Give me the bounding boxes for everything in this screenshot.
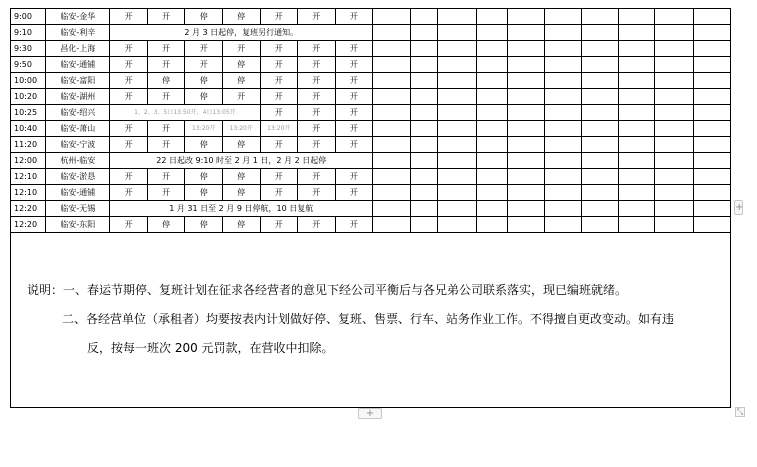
empty-cell	[619, 105, 654, 121]
schedule-row	[11, 41, 731, 57]
schedule-status-cell: 开	[185, 41, 223, 57]
schedule-status-cell: 开	[147, 185, 185, 201]
empty-cell	[619, 89, 654, 105]
empty-cell	[507, 9, 545, 25]
schedule-row	[11, 89, 731, 105]
empty-cell	[476, 57, 507, 73]
schedule-note: 1 月 31 日至 2 月 9 日停航，10 日复航	[110, 201, 373, 217]
empty-cell	[619, 121, 654, 137]
empty-cell	[373, 41, 411, 57]
empty-cell	[581, 25, 619, 41]
departure-time: 10:00	[11, 73, 46, 89]
empty-cell	[476, 137, 507, 153]
schedule-status-cell: 停	[185, 137, 223, 153]
route-name: 临安-萧山	[46, 121, 110, 137]
schedule-status-cell: 开	[222, 89, 260, 105]
empty-cell	[476, 217, 507, 233]
route-name: 临安-富阳	[46, 73, 110, 89]
empty-cell	[373, 25, 411, 41]
departure-time: 10:25	[11, 105, 46, 121]
schedule-status-cell: 开	[298, 169, 336, 185]
schedule-status-cell: 开	[298, 105, 336, 121]
notes-section	[27, 276, 727, 363]
schedule-status-cell: 停	[222, 169, 260, 185]
schedule-status-cell: 13:20开	[260, 121, 298, 137]
empty-cell	[581, 153, 619, 169]
empty-cell	[438, 185, 477, 201]
route-name: 临安-绍兴	[46, 105, 110, 121]
empty-cell	[581, 217, 619, 233]
empty-cell	[410, 41, 438, 57]
empty-cell	[410, 105, 438, 121]
schedule-status-cell: 开	[147, 41, 185, 57]
schedule-time-note: 1、2、3、5日13:50开，4日13:05开	[110, 105, 260, 121]
empty-cell	[373, 121, 411, 137]
empty-cell	[694, 73, 731, 89]
empty-cell	[581, 41, 619, 57]
empty-cell	[654, 41, 694, 57]
schedule-status-cell: 开	[298, 137, 336, 153]
empty-cell	[545, 73, 581, 89]
schedule-row	[11, 185, 731, 201]
schedule-note: 2 月 3 日起停，复班另行通知。	[110, 25, 373, 41]
route-name: 临安-通铺	[46, 57, 110, 73]
empty-cell	[694, 41, 731, 57]
empty-cell	[507, 185, 545, 201]
schedule-status-cell: 开	[110, 137, 148, 153]
schedule-row	[11, 153, 731, 169]
empty-cell	[373, 9, 411, 25]
empty-cell	[545, 217, 581, 233]
empty-cell	[694, 201, 731, 217]
empty-cell	[545, 137, 581, 153]
empty-cell	[654, 153, 694, 169]
schedule-status-cell: 停	[222, 217, 260, 233]
add-row-button[interactable]: +	[358, 408, 382, 419]
empty-cell	[373, 105, 411, 121]
empty-cell	[438, 121, 477, 137]
schedule-row	[11, 201, 731, 217]
schedule-row	[11, 121, 731, 137]
empty-cell	[476, 153, 507, 169]
schedule-status-cell: 开	[298, 57, 336, 73]
empty-cell	[410, 217, 438, 233]
empty-cell	[438, 137, 477, 153]
empty-cell	[619, 201, 654, 217]
note-line-3: 反，按每一班次 200 元罚款，在营收中扣除。	[87, 341, 334, 355]
schedule-status-cell: 开	[110, 57, 148, 73]
empty-cell	[619, 73, 654, 89]
schedule-status-cell: 开	[260, 137, 298, 153]
departure-time: 10:20	[11, 89, 46, 105]
empty-cell	[507, 57, 545, 73]
empty-cell	[410, 25, 438, 41]
empty-cell	[694, 185, 731, 201]
empty-cell	[438, 105, 477, 121]
schedule-status-cell: 开	[147, 121, 185, 137]
schedule-status-cell: 开	[335, 41, 373, 57]
empty-cell	[410, 185, 438, 201]
schedule-status-cell: 停	[222, 73, 260, 89]
empty-cell	[619, 137, 654, 153]
schedule-status-cell: 开	[335, 57, 373, 73]
schedule-status-cell: 停	[185, 9, 223, 25]
empty-cell	[581, 57, 619, 73]
empty-cell	[654, 25, 694, 41]
empty-cell	[507, 201, 545, 217]
empty-cell	[507, 121, 545, 137]
empty-cell	[545, 9, 581, 25]
empty-cell	[654, 169, 694, 185]
empty-cell	[694, 57, 731, 73]
schedule-status-cell: 开	[185, 57, 223, 73]
schedule-note: 22 日起改 9:10 时至 2 月 1 日，2 月 2 日起停	[110, 153, 373, 169]
schedule-status-cell: 停	[222, 185, 260, 201]
empty-cell	[476, 25, 507, 41]
empty-cell	[581, 89, 619, 105]
schedule-row	[11, 137, 731, 153]
schedule-status-cell: 13:20开	[222, 121, 260, 137]
empty-cell	[476, 73, 507, 89]
schedule-status-cell: 开	[335, 185, 373, 201]
empty-cell	[694, 89, 731, 105]
empty-cell	[507, 25, 545, 41]
route-name: 临安-利辛	[46, 25, 110, 41]
empty-cell	[507, 153, 545, 169]
empty-cell	[581, 9, 619, 25]
schedule-status-cell: 开	[335, 121, 373, 137]
empty-cell	[694, 153, 731, 169]
schedule-row	[11, 105, 731, 121]
schedule-status-cell: 开	[335, 9, 373, 25]
empty-cell	[476, 185, 507, 201]
empty-cell	[476, 89, 507, 105]
empty-cell	[545, 57, 581, 73]
empty-cell	[476, 121, 507, 137]
departure-time: 10:40	[11, 121, 46, 137]
empty-cell	[373, 185, 411, 201]
empty-cell	[507, 137, 545, 153]
schedule-status-cell: 开	[110, 9, 148, 25]
empty-cell	[581, 73, 619, 89]
empty-cell	[619, 57, 654, 73]
schedule-status-cell: 停	[147, 217, 185, 233]
empty-cell	[507, 105, 545, 121]
empty-cell	[438, 57, 477, 73]
empty-cell	[694, 121, 731, 137]
schedule-status-cell: 停	[222, 9, 260, 25]
schedule-status-cell: 开	[147, 57, 185, 73]
empty-cell	[438, 217, 477, 233]
empty-cell	[410, 121, 438, 137]
empty-cell	[545, 169, 581, 185]
empty-cell	[654, 121, 694, 137]
schedule-row	[11, 73, 731, 89]
route-name: 临安-金华	[46, 9, 110, 25]
schedule-status-cell: 开	[110, 217, 148, 233]
empty-cell	[654, 201, 694, 217]
schedule-status-cell: 开	[298, 121, 336, 137]
empty-cell	[619, 185, 654, 201]
departure-time: 9:00	[11, 9, 46, 25]
empty-cell	[694, 105, 731, 121]
empty-cell	[373, 217, 411, 233]
empty-cell	[373, 57, 411, 73]
schedule-status-cell: 开	[335, 73, 373, 89]
schedule-status-cell: 停	[185, 169, 223, 185]
empty-cell	[410, 169, 438, 185]
schedule-status-cell: 停	[222, 137, 260, 153]
empty-cell	[654, 105, 694, 121]
schedule-status-cell: 开	[298, 185, 336, 201]
route-name: 临安-宁波	[46, 137, 110, 153]
empty-cell	[373, 153, 411, 169]
empty-cell	[476, 105, 507, 121]
empty-cell	[507, 169, 545, 185]
empty-cell	[654, 89, 694, 105]
empty-cell	[476, 9, 507, 25]
note-line-1: 说明：一、春运节期停、复班计划在征求各经营者的意见下经公司平衡后与各兄弟公司联系落实，现已编班就绪。	[27, 283, 628, 297]
schedule-status-cell: 开	[335, 105, 373, 121]
empty-cell	[619, 9, 654, 25]
empty-cell	[545, 201, 581, 217]
schedule-row	[11, 169, 731, 185]
schedule-status-cell: 停	[185, 185, 223, 201]
route-name: 临安-淤恳	[46, 169, 110, 185]
schedule-table	[10, 8, 731, 233]
empty-cell	[545, 89, 581, 105]
schedule-status-cell: 开	[260, 169, 298, 185]
empty-cell	[438, 169, 477, 185]
empty-cell	[694, 9, 731, 25]
schedule-status-cell: 开	[298, 89, 336, 105]
schedule-status-cell: 开	[260, 57, 298, 73]
empty-cell	[619, 217, 654, 233]
empty-cell	[654, 9, 694, 25]
schedule-row	[11, 25, 731, 41]
empty-cell	[373, 201, 411, 217]
empty-cell	[654, 57, 694, 73]
schedule-row	[11, 217, 731, 233]
table-resize-handle[interactable]: ⤡	[736, 407, 744, 416]
schedule-status-cell: 开	[110, 169, 148, 185]
schedule-status-cell: 停	[147, 73, 185, 89]
departure-time: 9:50	[11, 57, 46, 73]
empty-cell	[545, 121, 581, 137]
add-column-button[interactable]: +	[735, 202, 744, 213]
empty-cell	[581, 137, 619, 153]
empty-cell	[507, 73, 545, 89]
empty-cell	[507, 217, 545, 233]
empty-cell	[438, 9, 477, 25]
schedule-status-cell: 开	[260, 73, 298, 89]
empty-cell	[581, 169, 619, 185]
note-line-2: 二、各经营单位（承租者）均要按表内计划做好停、复班、售票、行车、站务作业工作。不得擅自更改变动。如有违	[62, 312, 675, 326]
empty-cell	[373, 137, 411, 153]
empty-cell	[410, 153, 438, 169]
route-name: 临安-通铺	[46, 185, 110, 201]
schedule-status-cell: 开	[260, 105, 298, 121]
departure-time: 12:00	[11, 153, 46, 169]
empty-cell	[507, 41, 545, 57]
empty-cell	[581, 105, 619, 121]
schedule-status-cell: 开	[298, 41, 336, 57]
empty-cell	[581, 185, 619, 201]
empty-cell	[476, 41, 507, 57]
empty-cell	[410, 201, 438, 217]
empty-cell	[476, 201, 507, 217]
empty-cell	[438, 25, 477, 41]
empty-cell	[438, 73, 477, 89]
departure-time: 12:10	[11, 185, 46, 201]
schedule-row	[11, 57, 731, 73]
departure-time: 12:10	[11, 169, 46, 185]
schedule-status-cell: 开	[335, 169, 373, 185]
empty-cell	[476, 169, 507, 185]
empty-cell	[438, 41, 477, 57]
empty-cell	[654, 185, 694, 201]
empty-cell	[507, 89, 545, 105]
schedule-status-cell: 开	[147, 137, 185, 153]
schedule-status-cell: 停	[222, 57, 260, 73]
schedule-status-cell: 开	[260, 41, 298, 57]
schedule-status-cell: 开	[222, 41, 260, 57]
empty-cell	[654, 137, 694, 153]
schedule-status-cell: 开	[147, 169, 185, 185]
departure-time: 12:20	[11, 201, 46, 217]
schedule-status-cell: 开	[110, 73, 148, 89]
empty-cell	[410, 89, 438, 105]
route-name: 临安-东阳	[46, 217, 110, 233]
empty-cell	[438, 89, 477, 105]
empty-cell	[545, 25, 581, 41]
empty-cell	[410, 9, 438, 25]
empty-cell	[654, 73, 694, 89]
empty-cell	[545, 105, 581, 121]
empty-cell	[410, 73, 438, 89]
departure-time: 11:20	[11, 137, 46, 153]
empty-cell	[545, 185, 581, 201]
empty-cell	[654, 217, 694, 233]
schedule-status-cell: 开	[110, 41, 148, 57]
schedule-status-cell: 开	[147, 89, 185, 105]
schedule-status-cell: 开	[260, 9, 298, 25]
schedule-status-cell: 停	[185, 217, 223, 233]
schedule-status-cell: 开	[298, 217, 336, 233]
empty-cell	[545, 153, 581, 169]
route-name: 昌化-上海	[46, 41, 110, 57]
empty-cell	[581, 201, 619, 217]
empty-cell	[694, 217, 731, 233]
departure-time: 12:20	[11, 217, 46, 233]
empty-cell	[410, 137, 438, 153]
schedule-status-cell: 开	[260, 89, 298, 105]
route-name: 杭州-临安	[46, 153, 110, 169]
empty-cell	[545, 41, 581, 57]
schedule-status-cell: 13:20开	[185, 121, 223, 137]
schedule-status-cell: 开	[335, 217, 373, 233]
empty-cell	[694, 25, 731, 41]
schedule-status-cell: 开	[260, 217, 298, 233]
empty-cell	[373, 169, 411, 185]
empty-cell	[373, 89, 411, 105]
schedule-status-cell: 开	[298, 9, 336, 25]
empty-cell	[373, 73, 411, 89]
schedule-status-cell: 开	[110, 121, 148, 137]
schedule-status-cell: 开	[335, 137, 373, 153]
empty-cell	[438, 153, 477, 169]
schedule-status-cell: 开	[110, 185, 148, 201]
empty-cell	[619, 153, 654, 169]
route-name: 临安-无锡	[46, 201, 110, 217]
schedule-status-cell: 开	[110, 89, 148, 105]
empty-cell	[438, 201, 477, 217]
departure-time: 9:10	[11, 25, 46, 41]
empty-cell	[694, 169, 731, 185]
departure-time: 9:30	[11, 41, 46, 57]
schedule-status-cell: 开	[298, 73, 336, 89]
schedule-status-cell: 开	[260, 185, 298, 201]
route-name: 临安-湖州	[46, 89, 110, 105]
schedule-status-cell: 停	[185, 73, 223, 89]
empty-cell	[619, 169, 654, 185]
empty-cell	[581, 121, 619, 137]
empty-cell	[410, 57, 438, 73]
empty-cell	[694, 137, 731, 153]
schedule-status-cell: 开	[335, 89, 373, 105]
schedule-status-cell: 停	[185, 89, 223, 105]
schedule-row	[11, 9, 731, 25]
schedule-status-cell: 开	[147, 9, 185, 25]
empty-cell	[619, 41, 654, 57]
empty-cell	[619, 25, 654, 41]
